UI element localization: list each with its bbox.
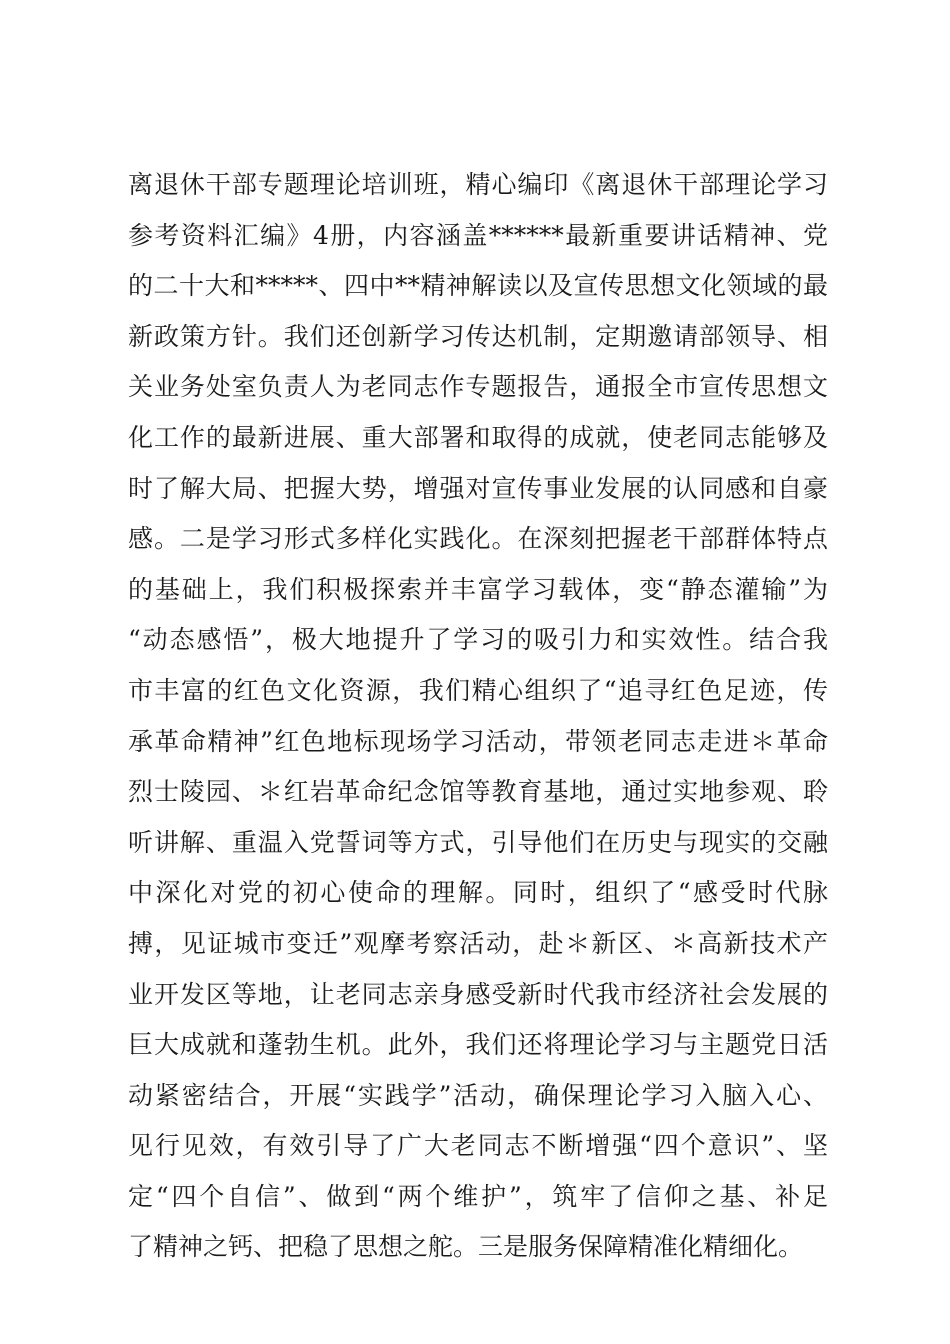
text-line: 搏，见证城市变迁”观摩考察活动，赴＊新区、＊高新技术产 — [128, 928, 828, 958]
text-line: 离退休干部专题理论培训班，精心编印《离退休干部理论学习 — [128, 170, 828, 199]
text-line: 新政策方针。我们还创新学习传达机制，定期邀请部领导、相 — [128, 321, 828, 351]
text-line: 的基础上，我们积极探索并丰富学习载体，变“静态灌输”为 — [128, 574, 828, 604]
text-line: 烈士陵园、＊红岩革命纪念馆等教育基地，通过实地参观、聆 — [128, 777, 828, 807]
text-line: 业开发区等地，让老同志亲身感受新时代我市经济社会发展的 — [128, 979, 828, 1009]
text-line: 化工作的最新进展、重大部署和取得的成就，使老同志能够及 — [128, 422, 828, 452]
body-paragraph — [128, 160, 828, 1273]
text-line: 见行见效，有效引导了广大老同志不断增强“四个意识”、坚 — [128, 1131, 828, 1161]
text-line: 巨大成就和蓬勃生机。此外，我们还将理论学习与主题党日活 — [128, 1030, 828, 1060]
text-line: 定“四个自信”、做到“两个维护”，筑牢了信仰之基、补足 — [128, 1181, 828, 1211]
text-line: 承革命精神”红色地标现场学习活动，带领老同志走进＊革命 — [128, 726, 828, 756]
text-line: “动态感悟”，极大地提升了学习的吸引力和实效性。结合我 — [128, 625, 828, 655]
text-line: 的二十大和*****、四中**精神解读以及宣传思想文化领域的最 — [128, 271, 828, 301]
text-line: 参考资料汇编》4册，内容涵盖******最新重要讲话精神、党 — [128, 220, 828, 250]
text-line: 关业务处室负责人为老同志作专题报告，通报全市宣传思想文 — [128, 372, 828, 402]
text-line: 感。二是学习形式多样化实践化。在深刻把握老干部群体特点 — [128, 524, 828, 554]
text-line: 时了解大局、把握大势，增强对宣传事业发展的认同感和自豪 — [128, 473, 828, 503]
text-line: 动紧密结合，开展“实践学”活动，确保理论学习入脑入心、 — [128, 1080, 828, 1110]
text-line: 市丰富的红色文化资源，我们精心组织了“追寻红色足迹，传 — [128, 675, 828, 705]
text-line: 中深化对党的初心使命的理解。同时，组织了“感受时代脉 — [128, 878, 828, 908]
text-line: 了精神之钙、把稳了思想之舵。三是服务保障精准化精细化。 — [128, 1232, 804, 1262]
text-line: 听讲解、重温入党誓词等方式，引导他们在历史与现实的交融 — [128, 827, 828, 857]
